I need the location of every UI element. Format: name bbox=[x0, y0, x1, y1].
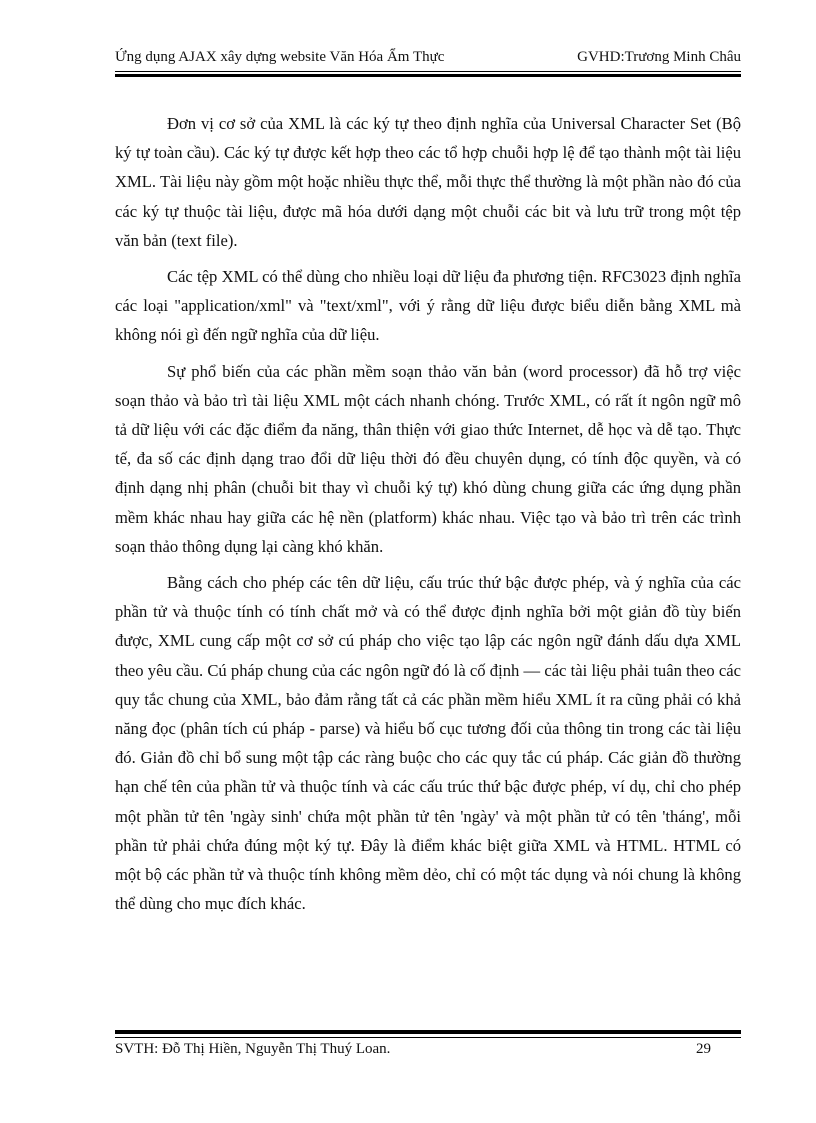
paragraph-xml-character-unit: Đơn vị cơ sở của XML là các ký tự theo định nghĩa của Universal Character Set (Bộ ký tự toàn cầu). Các ký tự được kết hợp theo các tổ hợp chuỗi hợp lệ để tạo thành một tài liệu XML. Tài liệu này gồm một hoặc nhiều thực thể, mỗi thực thể thường là một phần nào đó của các ký tự thuộc tài liệu, được mã hóa dưới dạng một chuỗi các bit và lưu trữ trong một tệp văn bản (text file). bbox=[115, 114, 741, 250]
footer-divider-thin bbox=[115, 1037, 741, 1038]
header-document-title: Ứng dụng AJAX xây dựng website Văn Hóa Ẩm Thực bbox=[115, 49, 445, 65]
paragraph-schema-syntax: Bằng cách cho phép các tên dữ liệu, cấu trúc thứ bậc được phép, và ý nghĩa của các phần tử và thuộc tính có tính chất mở và có thể được định nghĩa bởi một giản đồ tùy biến được, XML cung cấp một cơ sở cú pháp cho việc tạo lập các ngôn ngữ đánh dấu dựa XML theo yêu cầu. Cú pháp chung của các ngôn ngữ đó là cố định — các tài liệu phải tuân theo các quy tắc chung của XML, bảo đảm rằng tất cả các phần mềm hiểu XML ít ra cũng phải có khả năng đọc (phân tích cú pháp - parse) và hiểu bố cục tương đối của thông tin trong các tài liệu đó. Giản đồ chỉ bổ sung một tập các ràng buộc cho các quy tắc cú pháp. Các giản đồ thường hạn chế tên của phần tử và thuộc tính và các cấu trúc thứ bậc được phép, ví dụ, chỉ cho phép một phần tử tên 'ngày sinh' chứa một phần tử tên 'ngày' và một phần tử có tên 'tháng', mỗi phần tử phải chứa đúng một ký tự. Đây là điểm khác biệt giữa XML và HTML. HTML có một bộ các phần tử và thuộc tính không mềm dẻo, chỉ có một tác dụng và nói chung là không thể dùng cho mục đích khác. bbox=[115, 573, 741, 914]
page-footer bbox=[115, 1040, 741, 1064]
header-divider-thick bbox=[115, 74, 741, 77]
body-text bbox=[115, 109, 741, 925]
paragraph-word-processor-adoption: Sự phổ biến của các phần mềm soạn thảo văn bản (word processor) đã hỗ trợ việc soạn thảo và bảo trì tài liệu XML một cách nhanh chóng. Trước XML, có rất ít ngôn ngữ mô tả dữ liệu với các đặc điểm đa năng, thân thiện với giao thức Internet, dễ học và dễ tạo. Thực tế, đa số các định dạng trao đổi dữ liệu thời đó đều chuyên dụng, có tính độc quyền, và có định dạng nhị phân (chuỗi bit thay vì chuỗi ký tự) khó dùng chung giữa các ứng dụng phần mềm khác nhau hay giữa các hệ nền (platform) khác nhau. Việc tạo và bảo trì trên các trình soạn thảo thông dụng lại càng khó khăn. bbox=[115, 361, 741, 556]
page-number: 29 bbox=[696, 1041, 711, 1057]
page-header bbox=[115, 46, 741, 72]
header-divider-thin bbox=[115, 71, 741, 72]
paragraph-xml-media-types: Các tệp XML có thể dùng cho nhiều loại dữ liệu đa phương tiện. RFC3023 định nghĩa các loại "application/xml" và "text/xml", với ý rằng dữ liệu được biểu diễn bằng XML mà không nói gì đến ngữ nghĩa của dữ liệu. bbox=[115, 267, 741, 345]
header-advisor: GVHD:Trương Minh Châu bbox=[577, 49, 741, 65]
footer-divider-thick bbox=[115, 1030, 741, 1034]
footer-authors: SVTH: Đỗ Thị Hiền, Nguyễn Thị Thuý Loan. bbox=[115, 1041, 391, 1057]
